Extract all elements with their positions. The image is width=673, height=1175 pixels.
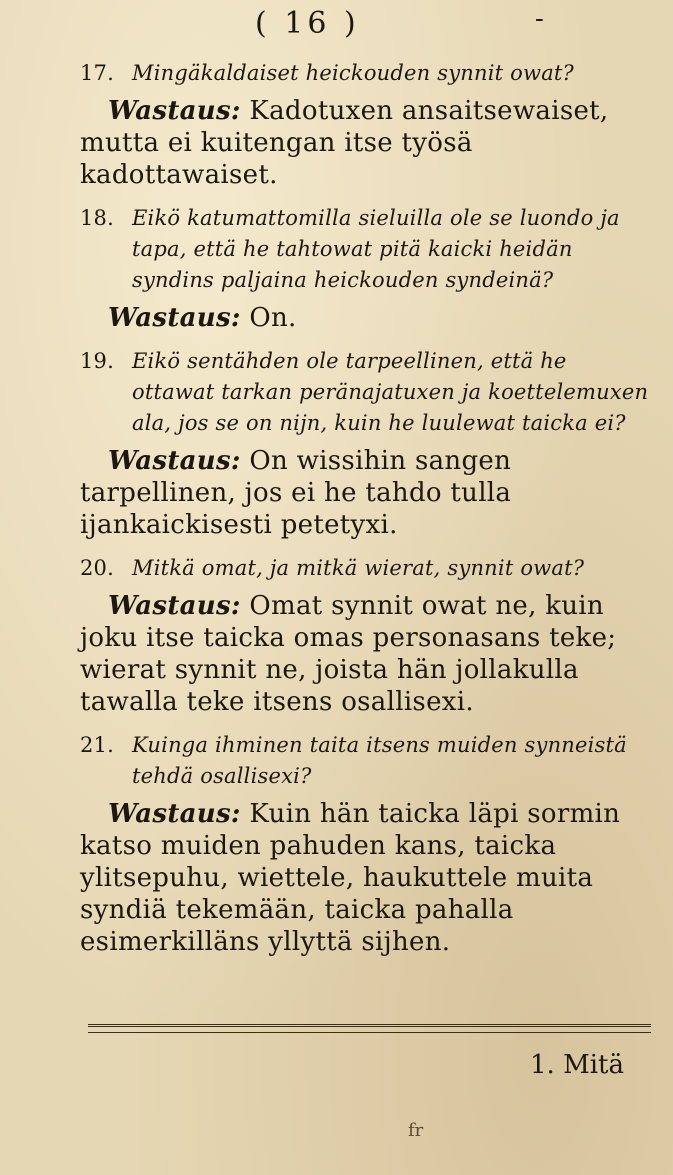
question-18 xyxy=(80,203,655,296)
question-text: Mitkä omat, ja mitkä wierat, synnit owat? xyxy=(132,556,585,580)
question-21 xyxy=(80,730,655,792)
separator-rule-thin xyxy=(88,1032,651,1033)
answer-label: Wastaus: xyxy=(108,799,241,829)
answer-label: Wastaus: xyxy=(108,96,241,126)
answer-text: On wissihin sangen tarpellinen, jos ei he tahdo tulla ijankaickisesti petetyxi. xyxy=(80,446,512,540)
catechism-text xyxy=(80,58,655,970)
question-text: Kuinga ihminen taita itsens muiden synneistä tehdä osallisexi? xyxy=(132,733,627,788)
question-text: Mingäkaldaiset heickouden synnit owat? xyxy=(132,61,575,85)
answer-text: Kadotuxen ansaitsewaiset, mutta ei kuitengan itse työsä kadottawaiset. xyxy=(80,96,609,190)
question-20 xyxy=(80,553,655,584)
catchword: 1. Mitä xyxy=(530,1050,624,1080)
answer-21 xyxy=(80,798,655,958)
question-number: 21. xyxy=(80,733,114,757)
question-17 xyxy=(80,58,655,89)
question-number: 19. xyxy=(80,349,114,373)
question-19 xyxy=(80,346,655,439)
printer-mark: fr xyxy=(408,1120,424,1141)
question-number: 18. xyxy=(80,206,114,230)
answer-18 xyxy=(80,302,655,334)
answer-text: On. xyxy=(240,303,297,333)
answer-label: Wastaus: xyxy=(108,591,241,621)
question-text: Eikö katumattomilla sieluilla ole se luondo ja tapa, että he tahtowat pitä kaicki heidän syndins paljaina heickouden syndeinä? xyxy=(132,206,620,292)
answer-label: Wastaus: xyxy=(108,446,241,476)
answer-text: Kuin hän taicka läpi sormin katso muiden pahuden kans, taicka ylitsepuhu, wiettele, haukuttele muita syndiä tekemään, taicka pahalla esimerkilläns yllyttä sijhen. xyxy=(80,799,621,957)
answer-17 xyxy=(80,95,655,191)
separator-rule xyxy=(88,1024,651,1027)
page-number: ( 16 ) xyxy=(255,6,360,41)
answer-text: Omat synnit owat ne, kuin joku itse taicka omas personasans teke; wierat synnit ne, joista hän jollakulla tawalla teke itsens osallisexi. xyxy=(80,591,617,717)
answer-19 xyxy=(80,445,655,541)
header-dash: - xyxy=(535,4,544,34)
question-text: Eikö sentähden ole tarpeellinen, että he ottawat tarkan peränajatuxen ja koettelemuxen ala, jos se on nijn, kuin he luulewat taicka ei? xyxy=(132,349,649,435)
page-header xyxy=(0,4,673,44)
question-number: 17. xyxy=(80,61,114,85)
answer-label: Wastaus: xyxy=(108,303,241,333)
question-number: 20. xyxy=(80,556,114,580)
answer-20 xyxy=(80,590,655,718)
